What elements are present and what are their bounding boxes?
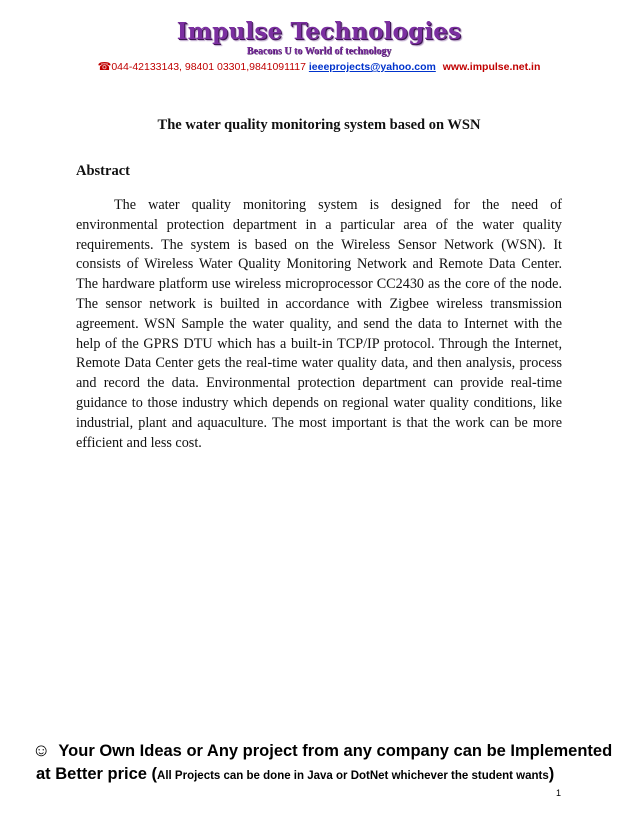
phone-icon: ☎ (97, 61, 112, 73)
abstract-heading: Abstract (76, 163, 130, 179)
promo-text-2-note: All Projects can be done in Java or DotNet whichever the student wants (157, 770, 549, 782)
document-title: The water quality monitoring system based on WSN (157, 117, 481, 133)
brand-title: Impulse Technologies (176, 18, 462, 45)
phone-numbers: 044-42133143, 98401 03301,9841091117 (111, 61, 306, 73)
promo-text-2-close: ) (548, 765, 555, 783)
promo-text-1: Your Own Ideas or Any project from any company can be Implemented (58, 742, 613, 760)
brand-tagline: Beacons U to World of technology (246, 46, 392, 57)
page-number: 1 (556, 788, 562, 798)
promo-line-2 (36, 765, 636, 784)
promo-text-2: at Better price ( (36, 765, 158, 783)
contact-line (0, 60, 638, 73)
email-link[interactable]: ieeeprojects@yahoo.com (308, 61, 436, 73)
abstract-paragraph: The water quality monitoring system is designed for the need of environmental protection department in a particular area of the water quality requirements. The system is based on the Wireless Sensor Network (WSN). It consists of Wireless Water Quality Monitoring Network and Remote Data Center. The hardware platform use wireless microprocessor CC2430 as the core of the node. The sensor network is builted in accordance with Zigbee wireless transmission agreement. WSN Sample the water quality, and send the data to Internet with the help of the GPRS DTU which has a built-in TCP/IP protocol. Through the Internet, Remote Data Center gets the real-time water quality data, and then analysis, process and record the data. Environmental protection department can provide real-time guidance to those industry which depends on regional water quality conditions, like industrial, plant and aquaculture. The most important is that the work can be more efficient and less cost. (76, 197, 562, 451)
promo-line-1 (32, 740, 632, 761)
website-text: www.impulse.net.in (442, 61, 541, 73)
smiley-icon: ☺ (32, 740, 51, 760)
